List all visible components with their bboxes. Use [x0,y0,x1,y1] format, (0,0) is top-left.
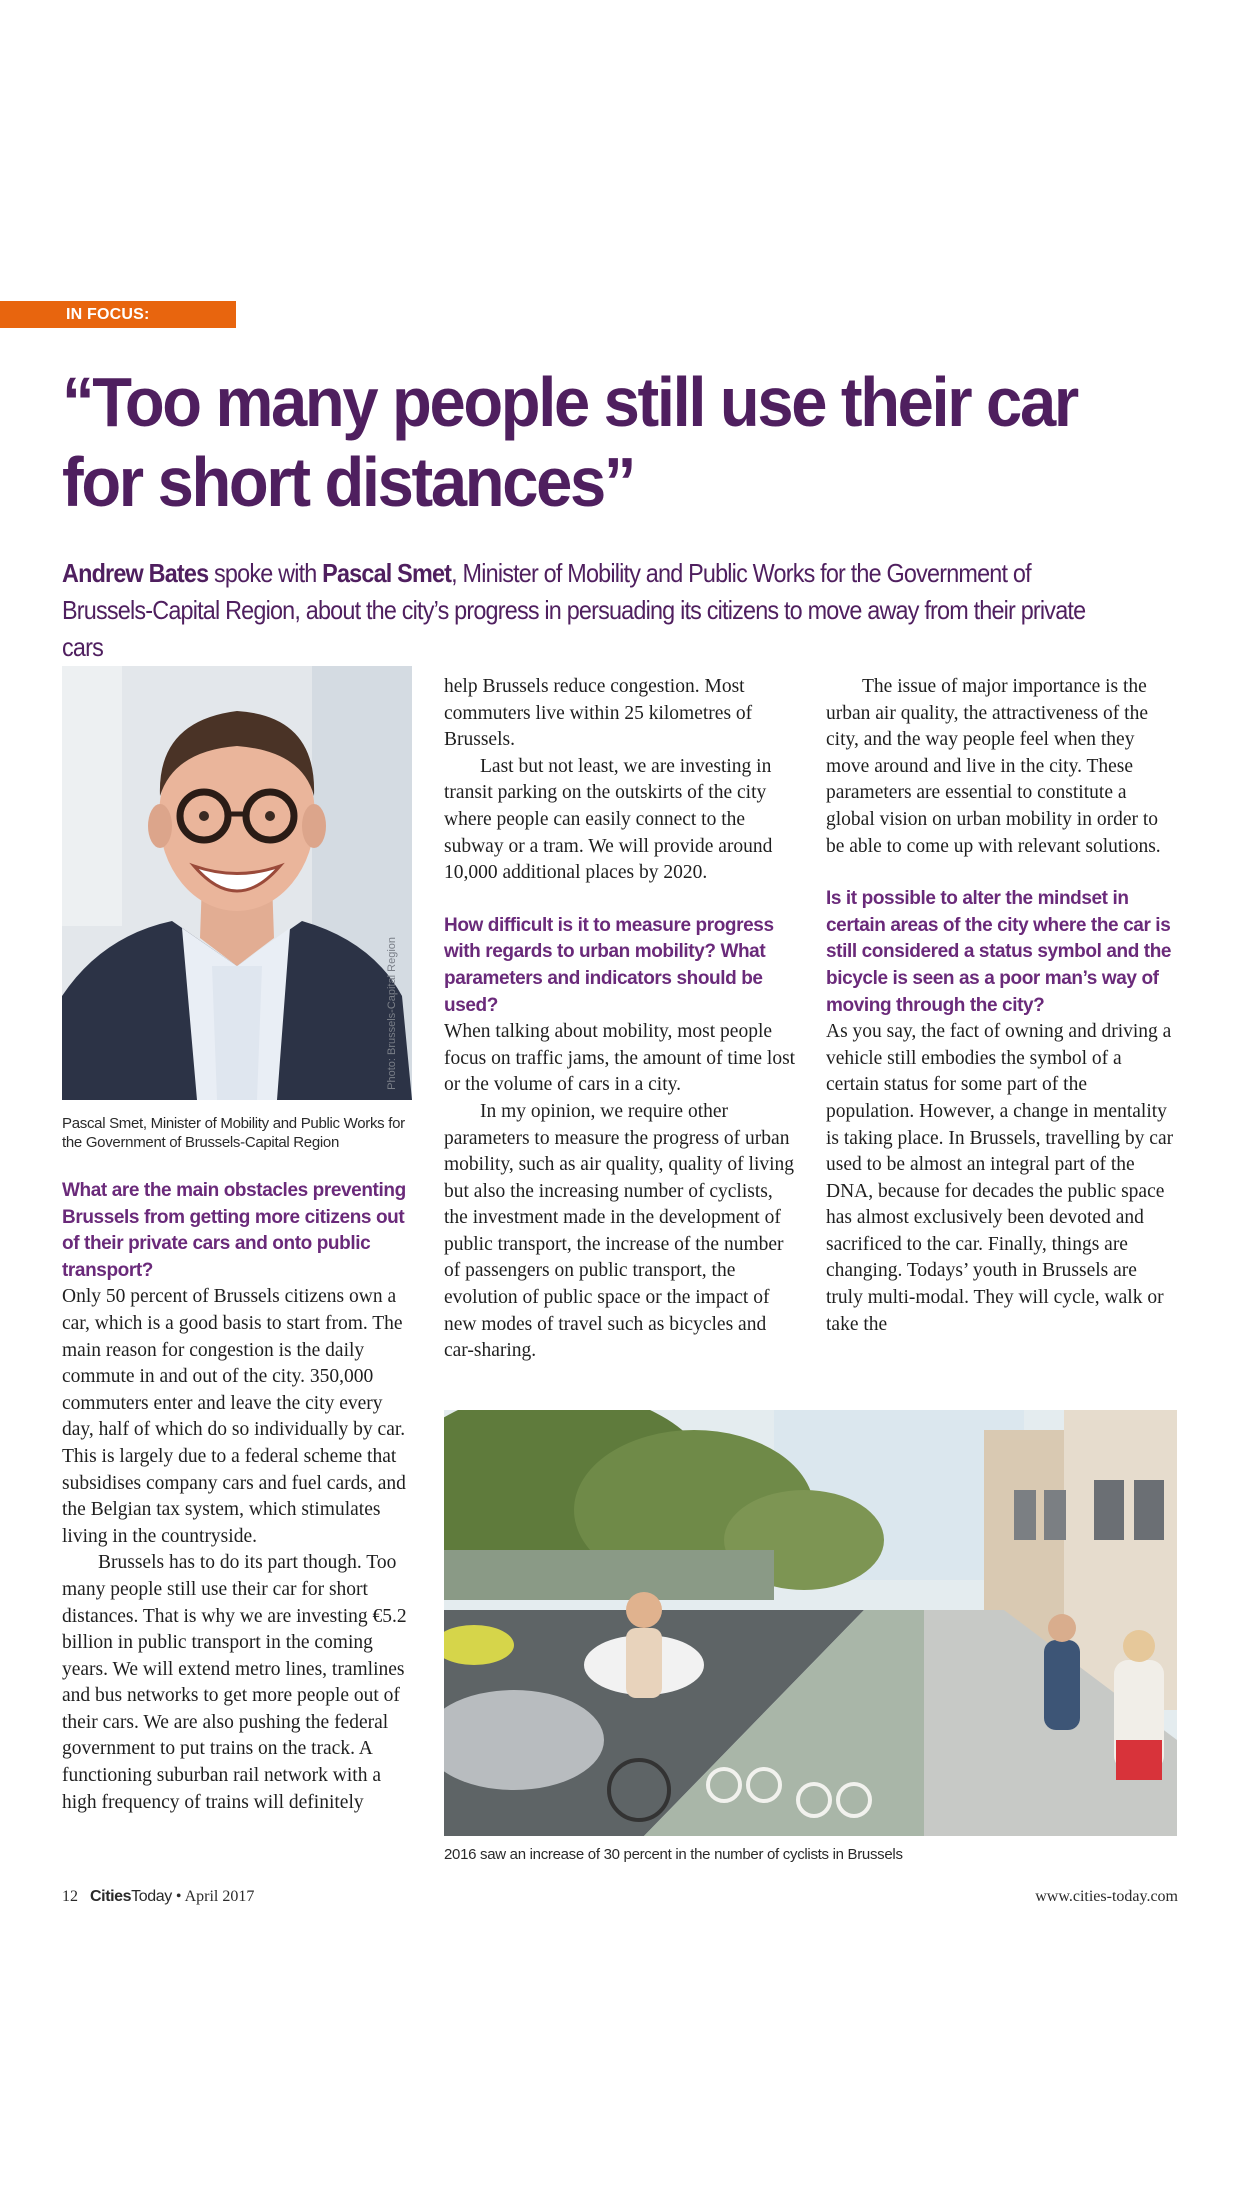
headline-line-2: for short distances” [62,443,635,521]
standfirst-text-2: , Minister of Mobility and Public Works for the Government of Brussels-Capital Region, about the city’s progress in persuading its citizens to move away from their private cars [62,558,1086,662]
portrait-caption: Pascal Smet, Minister of Mobility and Public Works for the Government of Brussels-Capital Region [62,1115,405,1151]
column-1-para-1: Only 50 percent of Brussels citizens own a car, which is a good basis to start from. The main reason for congestion is the daily commute in and out of the city. 350,000 commuters enter and leave the city every day, half of which do so individually by car. This is largely due to a federal scheme that subsidises company cars and fuel cards, and the Belgian tax system, which stimulates living in the countryside. [62,1286,406,1547]
street-illustration [444,1410,1177,1836]
brand-regular: Today [131,1888,172,1905]
column-2-para-3: When talking about mobility, most people focus on traffic jams, the amount of time lost or the volume of cars in a city. [444,1021,796,1096]
column-2-para-2: Last but not least, we are investing in transit parking on the outskirts of the city where people can easily connect to the subway or a tram. We will provide around 10,000 additional places by 2020. [444,755,773,884]
brand-bold: Cities [90,1888,132,1905]
standfirst-subject: Pascal Smet [322,558,452,588]
question-1: What are the main obstacles preventing Brussels from getting more citizens out of their private cars and onto public transport? [62,1180,406,1281]
photo-credit: Photo: Brussels-Capital Region [386,937,398,1090]
street-caption: 2016 saw an increase of 30 percent in the number of cyclists in Brussels [444,1846,903,1863]
column-2-para-4: In my opinion, we require other parameters to measure the progress of urban mobility, such as air quality, quality of living but also the increasing number of cyclists, the investment made in the development of public transport, the increase of the number of passengers on public transport, the evolution of public space or the impact of new modes of travel such as bicycles and car-sharing. [444,1100,795,1362]
column-1 [62,1178,418,1816]
column-3-para-1: The issue of major importance is the urban air quality, the attractiveness of the city, and the way people feel when they move around and live in the city. These parameters are essential to constitute a global vision on urban mobility in order to be able to come up with relevant solutions. [826,676,1161,857]
question-3: Is it possible to alter the mindset in certain areas of the city where the car is still considered a status symbol and the bicycle is seen as a poor man’s way of moving through the city? [826,888,1172,1016]
column-1-para-2: Brussels has to do its part though. Too many people still use their car for short distances. That is why we are investing €5.2 billion in public transport in the coming years. We will extend metro lines, tramlines and bus networks to get more people out of their cars. We are also pushing the federal government to put trains on the track. A functioning suburban rail network with a high frequency of trains will definitely [62,1552,407,1813]
question-2: How difficult is it to measure progress with regards to urban mobility? What parameters and indicators should be used? [444,914,774,1016]
page-number: 12 [62,1888,78,1905]
standfirst-text-1: spoke with [208,558,323,588]
portrait-illustration [62,666,412,1100]
issue-date: • April 2017 [171,1888,255,1905]
footer-website[interactable]: www.cities-today.com [1035,1888,1178,1905]
section-tag: IN FOCUS: TRANSPORT [0,301,236,328]
column-2 [444,674,796,1365]
column-3-para-2: As you say, the fact of owning and driving a vehicle still embodies the symbol of a certain status for some part of the population. However, a change in mentality is taking place. In Brussels, travelling by car used to be almost an integral part of the DNA, because for decades the public space has almost exclusively been devoted and sacrificed to the car. Finally, things are changing. Todays’ youth in Brussels are truly multi-modal. They will cycle, walk or take the [826,1021,1174,1335]
column-2-para-1: help Brussels reduce congestion. Most commuters live within 25 kilometres of Brussels. [444,676,753,751]
headline [62,362,1113,522]
standfirst [62,555,1124,666]
headline-line-1: “Too many people still use their car [62,363,1077,441]
column-3 [826,674,1178,1338]
portrait-photo [62,666,412,1100]
standfirst-author: Andrew Bates [62,558,209,588]
street-photo [444,1410,1177,1836]
footer-left [62,1888,254,1906]
